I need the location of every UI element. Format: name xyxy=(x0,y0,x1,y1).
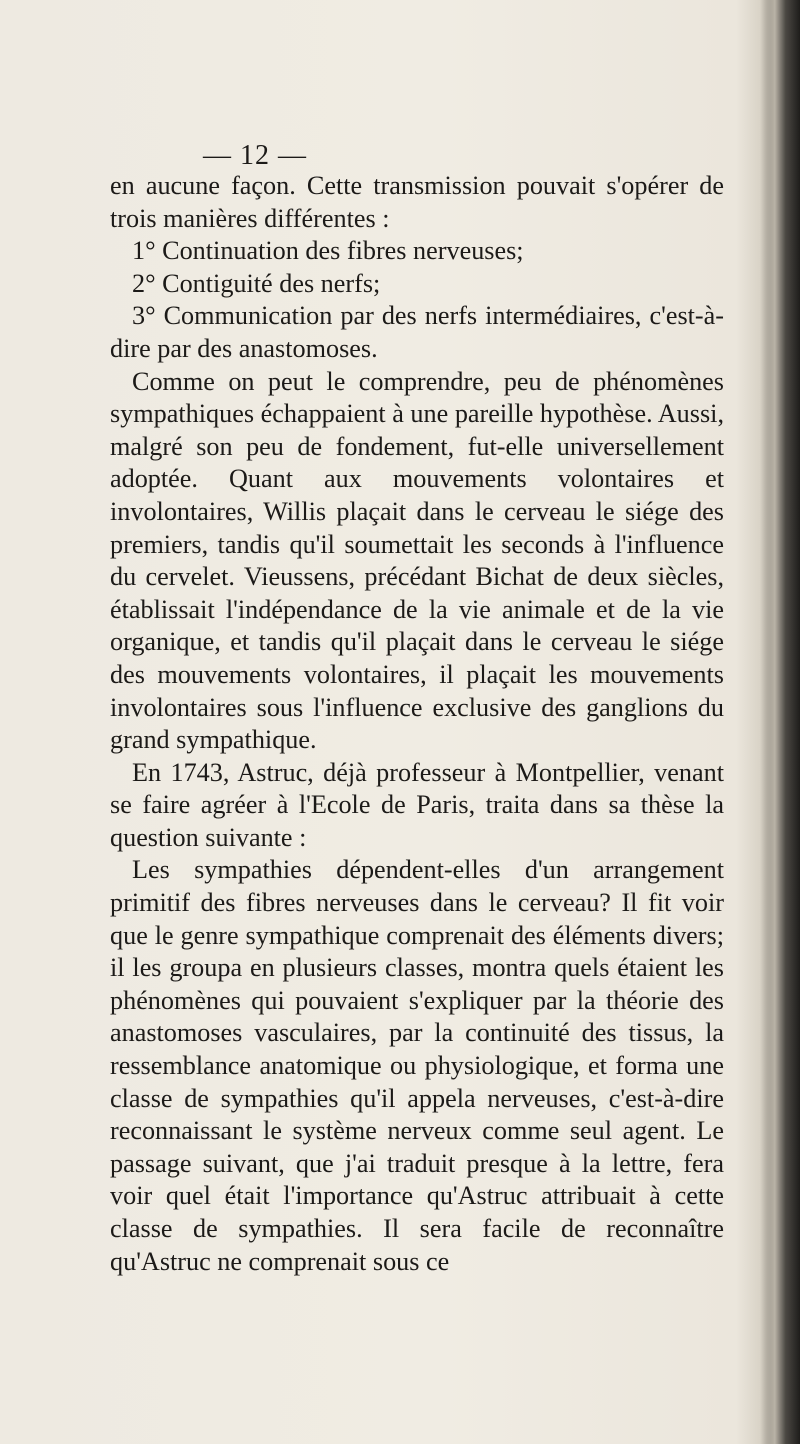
list-item-2: 2° Contiguité des nerfs; xyxy=(132,268,381,298)
body-text xyxy=(110,170,724,1278)
paragraph-intro: en aucune façon. Cette transmission pouvait s'opérer de trois manières différentes : xyxy=(110,171,724,233)
paragraph-sympathies: Les sympathies dépendent-elles d'un arrangement primitif des fibres nerveuses dans le cerveau? Il fit voir que le genre sympathique comprenait des éléments divers; il les groupa en plusieurs classes, montra quels étaient les phénomènes qui pouvaient s'expliquer par la théorie des anastomoses vasculaires, par la continuité des tissus, la ressemblance anatomique ou physiologique, et forma une classe de sympathies qu'il appela nerveuses, c'est-à-dire reconnaissant le système nerveux comme seul agent. Le passage suivant, que j'ai traduit presque à la lettre, fera voir quel était l'importance qu'Astruc attribuait à cette classe de sympathies. Il sera facile de reconnaître qu'Astruc ne comprenait sous ce xyxy=(110,855,724,1276)
list-item-3: 3° Communication par des nerfs intermédiaires, c'est-à-dire par des anastomoses. xyxy=(110,301,724,363)
paragraph-astruc: En 1743, Astruc, déjà professeur à Montpellier, venant se faire agréer à l'Ecole de Paris, traita dans sa thèse la question suivante : xyxy=(110,757,724,852)
paragraph-willis-vieussens: Comme on peut le comprendre, peu de phénomènes sympathiques échappaient à une pareille hypothèse. Aussi, malgré son peu de fondement, fut-elle universellement adoptée. Quant aux mouvements volontaires et involontaires, Willis plaçait dans le cerveau le siége des premiers, tandis qu'il soumettait les seconds à l'influence du cervelet. Vieussens, précédant Bichat de deux siècles, établissait l'indépendance de la vie animale et de la vie organique, et tandis qu'il plaçait dans le cerveau le siége des mouvements volontaires, il plaçait les mouvements involontaires sous l'influence exclusive des ganglions du grand sympathique. xyxy=(110,366,724,755)
book-spine-shadow xyxy=(764,0,800,1444)
list-item-1: 1° Continuation des fibres nerveuses; xyxy=(132,236,524,266)
page-number: — 12 — xyxy=(203,140,307,171)
